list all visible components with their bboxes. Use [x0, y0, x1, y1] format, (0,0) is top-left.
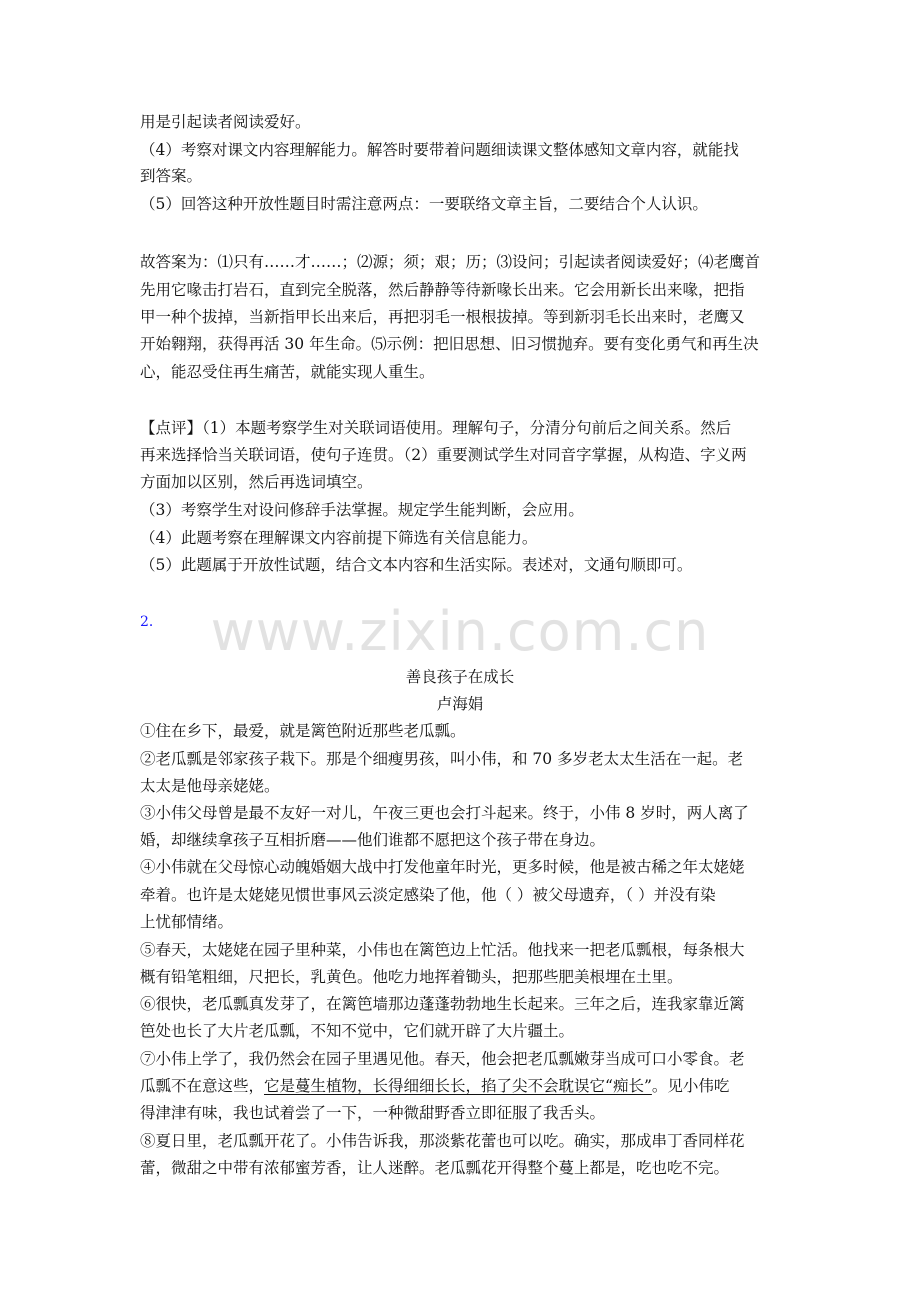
answer-summary-line: 先用它喙击打岩石，直到完全脱落，然后静静等待新喙长出来。它会用新长出来喙，把指 — [140, 281, 745, 299]
paragraph-text: 。见小伟吃 — [651, 1077, 730, 1095]
paragraph-text: 瓜瓢不在意这些， — [140, 1077, 265, 1095]
article-title: 善良孩子在成长 — [405, 668, 515, 686]
answer-summary-line: 开始翱翔，获得再活 30 年生命。⑸示例：把旧思想、旧习惯抛弃。要有变化勇气和再生决 — [140, 335, 759, 353]
paragraph-line: 笆处也长了大片老瓜瓢，不知不觉中，它们就开辟了大片疆土。 — [140, 1022, 575, 1040]
answer-summary-line: 心，能忍受住再生痛苦，就能实现人重生。 — [140, 363, 435, 381]
answer-line: （5）回答这种开放性题目时需注意两点：一要联络文章主旨，二要结合个人认识。 — [140, 195, 708, 213]
paragraph-line: ③小伟父母曾是最不友好一对儿，午夜三更也会打斗起来。终于，小伟 8 岁时，两人离了 — [140, 804, 749, 822]
paragraph-line: 蕾，微甜之中带有浓郁蜜芳香，让人迷醉。老瓜瓢花开得整个蔓上都是，吃也吃不完。 — [140, 1159, 730, 1177]
comment-line: （3）考察学生对设问修辞手法掌握。规定学生能判断，会应用。 — [140, 501, 584, 519]
paragraph-line: ⑤春天，太姥姥在园子里种菜，小伟也在篱笆边上忙活。他找来一把老瓜瓢根，每条根大 — [140, 941, 745, 959]
answer-line: 到答案。 — [140, 167, 203, 185]
comment-line: 【点评】（1）本题考察学生对关联词语使用。理解句子，分清分句前后之间关系。然后 — [140, 419, 732, 437]
answer-summary-line: 甲一种个拔掉，当新指甲长出来后，再把羽毛一根根拔掉。等到新羽毛长出来时，老鹰又 — [140, 308, 745, 326]
paragraph-line: ④小伟就在父母惊心动魄婚姻大战中打发他童年时光，更多时候，他是被古稀之年太姥姥 — [140, 858, 745, 876]
paragraph-line: ②老瓜瓢是邻家孩子栽下。那是个细瘦男孩，叫小伟，和 70 多岁老太太生活在一起。老 — [140, 750, 744, 768]
comment-line: 再来选择恰当关联词语，使句子连贯。（2）重要测试学生对同音字掌握，从构造、字义两 — [140, 446, 747, 464]
question-number: 2． — [140, 614, 163, 630]
underlined-sentence: 它是蔓生植物，长得细细长长，掐了尖不会耽误它“痴长” — [264, 1077, 652, 1095]
paragraph-line — [140, 1076, 729, 1096]
paragraph-line: ⑥很快，老瓜瓢真发芽了，在篱笆墙那边蓬蓬勃勃地生长起来。三年之后，连我家靠近篱 — [140, 995, 745, 1013]
paragraph-line: ⑦小伟上学了，我仍然会在园子里遇见他。春天，他会把老瓜瓢嫩芽当成可口小零食。老 — [140, 1050, 745, 1068]
paragraph-line: ①住在乡下，最爱，就是篱笆附近那些老瓜瓢。 — [140, 722, 466, 740]
paragraph-line: 得津津有味，我也试着尝了一下，一种微甜野香立即征服了我舌头。 — [140, 1104, 606, 1122]
answer-line: （4）考察对课文内容理解能力。解答时要带着问题细读课文整体感知文章内容，就能找 — [140, 141, 739, 159]
paragraph-line: 概有铅笔粗细，尺把长，乳黄色。他吃力地挥着锄头，把那些肥美根埋在土里。 — [140, 968, 683, 986]
watermark: www.zixin.com.cn — [210, 600, 710, 663]
answer-line: 用是引起读者阅读爱好。 — [140, 113, 311, 131]
answer-summary-line: 故答案为：⑴只有……才……；⑵源；须；艰；历；⑶设问；引起读者阅读爱好；⑷老鹰首 — [140, 253, 761, 271]
paragraph-line: 上忧郁情绪。 — [140, 913, 234, 931]
comment-line: 方面加以区别，然后再选词填空。 — [140, 473, 373, 491]
paragraph-line: ⑧夏日里，老瓜瓢开花了。小伟告诉我，那淡紫花蕾也可以吃。确实，那成串丁香同样花 — [140, 1132, 745, 1150]
paragraph-line: 婚，却继续拿孩子互相折磨——他们谁都不愿把这个孩子带在身边。 — [140, 831, 606, 849]
paragraph-line: 牵着。也许是太姥姥见惯世事风云淡定感染了他，他（ ）被父母遗弃，（ ）并没有染 — [140, 886, 716, 904]
paragraph-line: 太太是他母亲姥姥。 — [140, 777, 280, 795]
comment-line: （4）此题考察在理解课文内容前提下筛选有关信息能力。 — [140, 529, 538, 547]
comment-line: （5）此题属于开放性试题，结合文本内容和生活实际。表述对，文通句顺即可。 — [140, 556, 693, 574]
article-author: 卢海娟 — [436, 695, 484, 713]
